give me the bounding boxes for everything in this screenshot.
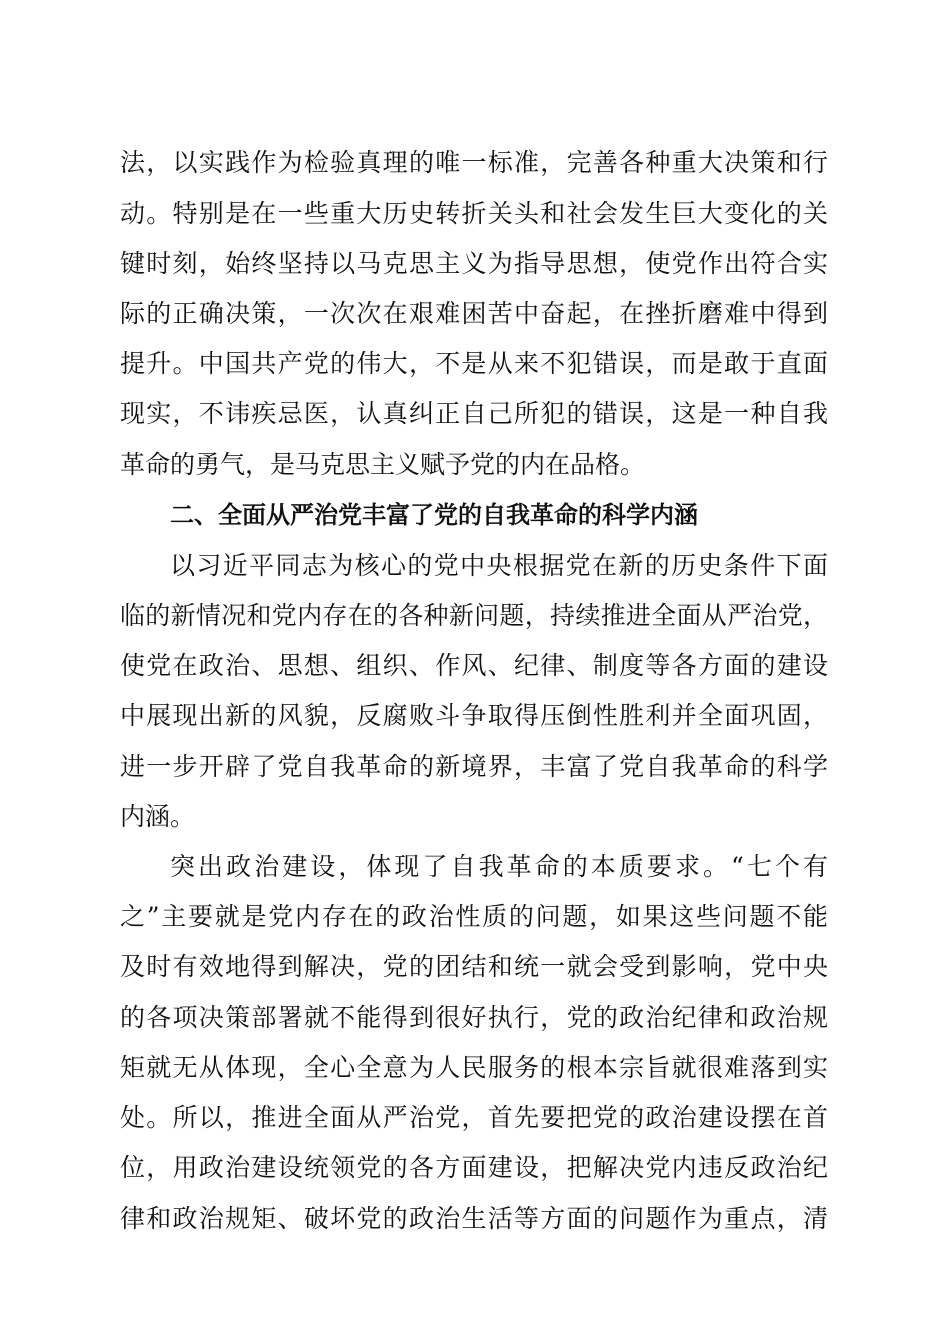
paragraph-2-line-1: 以习近平同志为核心的党中央根据党在新的历史条件下面 bbox=[170, 551, 828, 580]
paragraph-3-line-2: 之”主要就是党内存在的政治性质的问题，如果这些问题不能 bbox=[120, 902, 828, 931]
paragraph-2-line-6: 内涵。 bbox=[120, 802, 196, 831]
paragraph-3-line-8: 律和政治规矩、破坏党的政治生活等方面的问题作为重点，清 bbox=[120, 1204, 828, 1233]
paragraph-3-line-3: 及时有效地得到解决，党的团结和统一就会受到影响，党中央 bbox=[120, 952, 828, 981]
paragraph-1-line-3: 键时刻，始终坚持以马克思主义为指导思想，使党作出符合实 bbox=[120, 249, 828, 278]
paragraph-2-line-5: 进一步开辟了党自我革命的新境界，丰富了党自我革命的科学 bbox=[120, 752, 828, 781]
paragraph-3-line-1: 突出政治建设，体现了自我革命的本质要求。“七个有 bbox=[170, 852, 828, 881]
section-heading: 二、全面从严治党丰富了党的自我革命的科学内涵 bbox=[170, 501, 698, 529]
paragraph-3-line-6: 处。所以，推进全面从严治党，首先要把党的政治建设摆在首 bbox=[120, 1103, 828, 1132]
paragraph-2-line-2: 临的新情况和党内存在的各种新问题，持续推进全面从严治党， bbox=[120, 601, 828, 630]
paragraph-1-line-6: 现实，不讳疾忌医，认真纠正自己所犯的错误，这是一种自我 bbox=[120, 399, 828, 428]
paragraph-1-line-5: 提升。中国共产党的伟大，不是从来不犯错误，而是敢于直面 bbox=[120, 349, 828, 378]
paragraph-2-line-3: 使党在政治、思想、组织、作风、纪律、制度等各方面的建设 bbox=[120, 651, 828, 680]
paragraph-1-line-7: 革命的勇气，是马克思主义赋予党的内在品格。 bbox=[120, 450, 646, 479]
paragraph-2-line-4: 中展现出新的风貌，反腐败斗争取得压倒性胜利并全面巩固， bbox=[120, 701, 828, 730]
paragraph-3-line-4: 的各项决策部署就不能得到很好执行，党的政治纪律和政治规 bbox=[120, 1003, 828, 1032]
paragraph-1-line-1: 法，以实践作为检验真理的唯一标准，完善各种重大决策和行 bbox=[120, 148, 828, 177]
paragraph-3-line-7: 位，用政治建设统领党的各方面建设，把解决党内违反政治纪 bbox=[120, 1153, 828, 1182]
paragraph-3-line-5: 矩就无从体现，全心全意为人民服务的根本宗旨就很难落到实 bbox=[120, 1053, 828, 1082]
paragraph-1-line-2: 动。特别是在一些重大历史转折关头和社会发生巨大变化的关 bbox=[120, 199, 828, 228]
paragraph-1-line-4: 际的正确决策，一次次在艰难困苦中奋起，在挫折磨难中得到 bbox=[120, 299, 828, 328]
